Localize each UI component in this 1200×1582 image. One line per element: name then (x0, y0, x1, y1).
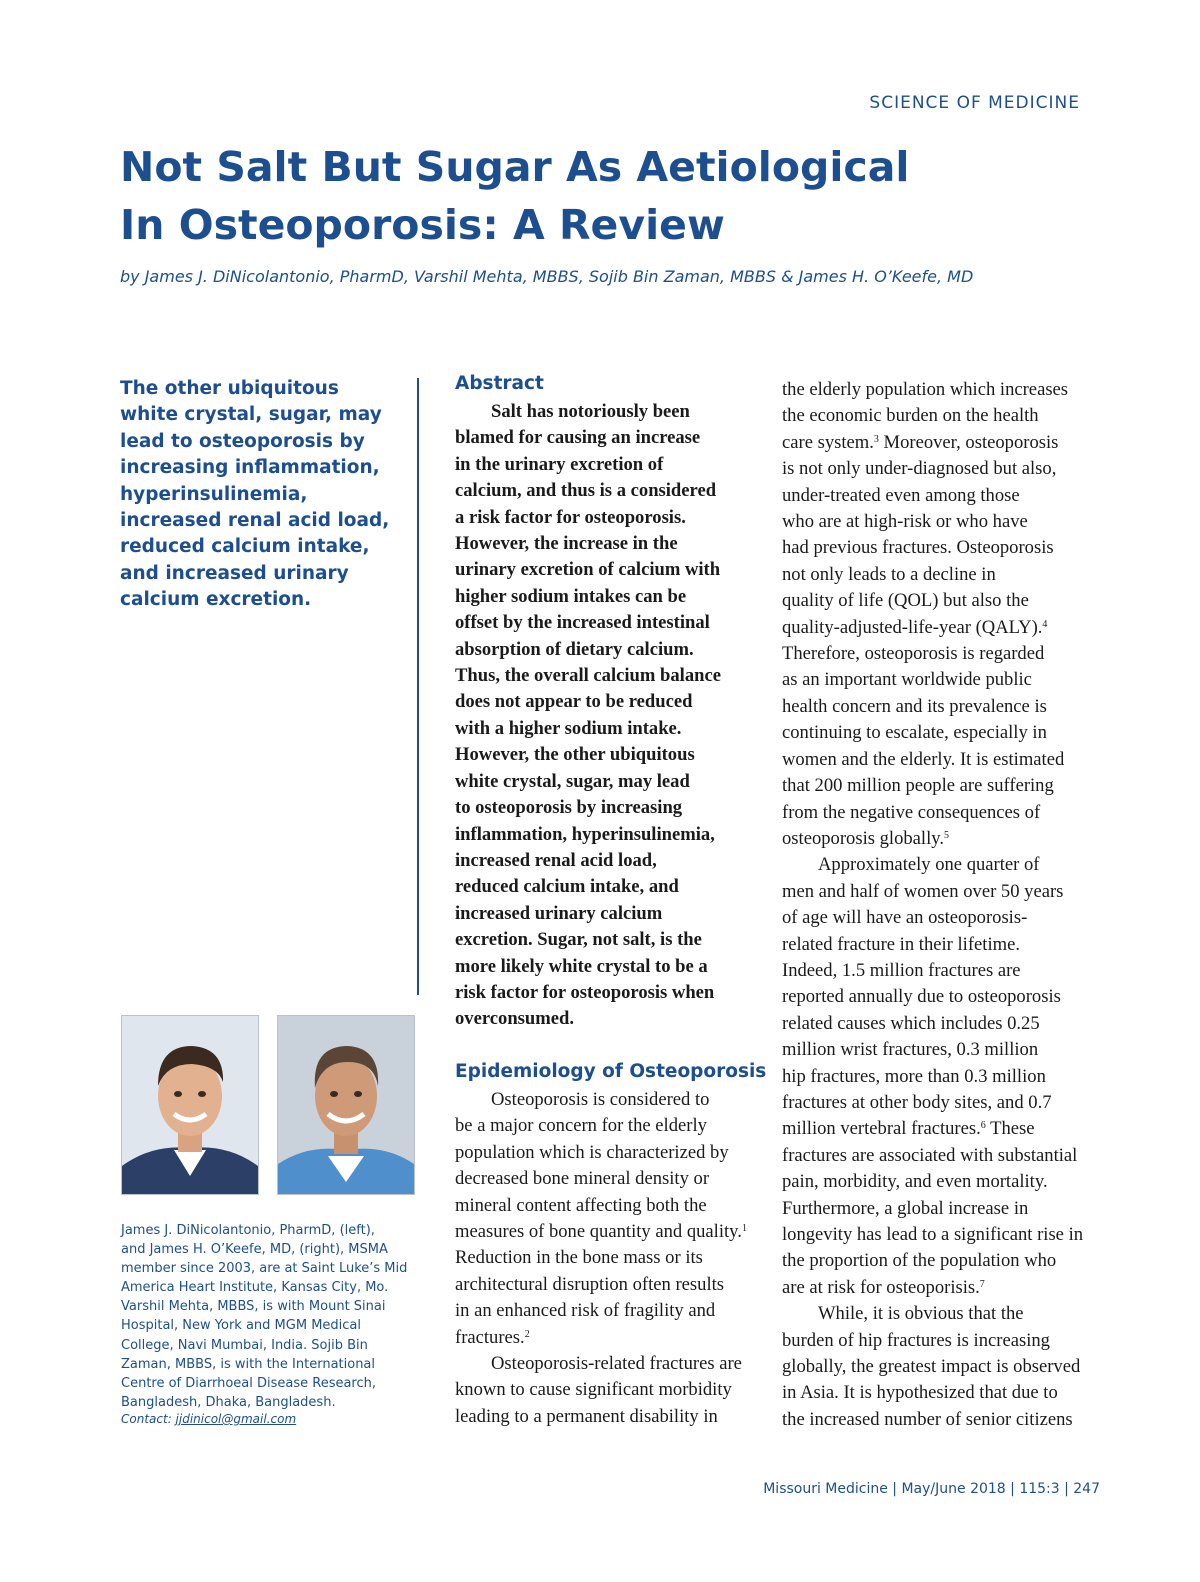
abstract-line: higher sodium intakes can be (455, 585, 687, 607)
body-line: related fracture in their lifetime. (782, 933, 1020, 955)
body-line-text: osteoporosis globally. (782, 827, 944, 849)
body-line: in an enhanced risk of fragility and (455, 1300, 716, 1322)
caption-line: Zaman, MBBS, is with the International (121, 1356, 376, 1372)
abstract-line: absorption of dietary calcium. (455, 638, 694, 660)
abstract-line: white crystal, sugar, may lead (455, 770, 690, 792)
abstract-line: However, the other ubiquitous (455, 744, 695, 766)
contact-email-link[interactable]: jjdinicol@gmail.com (175, 1412, 297, 1426)
citation-ref: 7 (979, 1278, 985, 1290)
portrait-illustration (122, 1016, 258, 1194)
author-caption (121, 1221, 413, 1412)
body-line: fractures are associated with substantial (782, 1144, 1078, 1166)
body-line: the increased number of senior citizens (782, 1408, 1073, 1430)
body-line: as an important worldwide public (782, 669, 1032, 691)
body-line: the proportion of the population who (782, 1250, 1057, 1272)
epidemiology-heading: Epidemiology of Osteoporosis (455, 1061, 767, 1082)
body-line: not only leads to a decline in (782, 563, 996, 585)
abstract-line: Salt has notoriously been (491, 401, 690, 422)
citation-ref: 5 (944, 829, 949, 841)
section-label: SCIENCE OF MEDICINE (869, 93, 1080, 113)
body-line: Therefore, osteoporosis is regarded (782, 643, 1045, 665)
body-line: Osteoporosis-related fractures are (491, 1353, 742, 1375)
body-line: known to cause significant morbidity (455, 1379, 732, 1401)
body-line: million wrist fractures, 0.3 million (782, 1039, 1039, 1061)
body-line: fractures at other body sites, and 0.7 (782, 1091, 1052, 1113)
pull-quote-line: reduced calcium intake, (120, 536, 370, 558)
abstract-line: inflammation, hyperinsulinemia, (455, 823, 715, 845)
abstract-line: overconsumed. (455, 1008, 574, 1030)
body-line: While, it is obvious that the (818, 1303, 1024, 1325)
caption-line: Varshil Mehta, MBBS, is with Mount Sinai (121, 1299, 386, 1315)
body-line: is not only under-diagnosed but also, (782, 458, 1057, 480)
abstract-line: blamed for causing an increase (455, 427, 701, 449)
body-line: men and half of women over 50 years (782, 880, 1064, 902)
body-line: under-treated even among those (782, 484, 1020, 506)
author-byline: by James J. DiNicolantonio, PharmD, Varshil Mehta, MBBS, Sojib Bin Zaman, MBBS & James H. O’Keefe, MD (120, 267, 974, 286)
article-title (120, 138, 1020, 254)
epidemiology-body-col3 (782, 377, 1097, 1433)
pull-quote-line: lead to osteoporosis by (120, 430, 365, 452)
pull-quote-line: increasing inflammation, (120, 457, 380, 479)
body-line: globally, the greatest impact is observed (782, 1356, 1081, 1378)
abstract-line: with a higher sodium intake. (455, 717, 682, 739)
body-line: in Asia. It is hypothesized that due to (782, 1382, 1058, 1404)
body-line: the elderly population which increases (782, 379, 1069, 400)
body-line: Osteoporosis is considered to (491, 1089, 710, 1110)
body-line: burden of hip fractures is increasing (782, 1329, 1050, 1351)
body-line (455, 1325, 765, 1351)
caption-line: and James H. O’Keefe, MD, (right), MSMA (121, 1242, 388, 1258)
abstract-line: increased urinary calcium (455, 902, 663, 924)
abstract-line: urinary excretion of calcium with (455, 559, 721, 581)
title-line: Not Salt But Sugar As Aetiological (120, 143, 910, 191)
body-line: quality of life (QOL) but also the (782, 590, 1029, 612)
abstract-line: However, the increase in the (455, 533, 678, 555)
body-line: hip fractures, more than 0.3 million (782, 1065, 1046, 1087)
body-line: the economic burden on the health (782, 405, 1039, 427)
page-footer: Missouri Medicine | May/June 2018 | 115:3 | 247 (763, 1481, 1100, 1497)
citation-ref: 2 (524, 1328, 530, 1340)
body-line (782, 1275, 1097, 1301)
caption-line: Bangladesh, Dhaka, Bangladesh. (121, 1394, 336, 1410)
citation-ref: 1 (741, 1223, 747, 1235)
pull-quote-line: white crystal, sugar, may (120, 404, 382, 426)
body-line: population which is characterized by (455, 1141, 729, 1163)
body-line: from the negative consequences of (782, 801, 1041, 823)
abstract-heading: Abstract (455, 373, 544, 394)
body-line: leading to a permanent disability in (455, 1405, 718, 1427)
body-line: of age will have an osteoporosis- (782, 907, 1028, 929)
caption-line: James J. DiNicolantonio, PharmD, (left), (121, 1223, 375, 1238)
body-line: related causes which includes 0.25 (782, 1012, 1040, 1034)
body-line-text: Moreover, osteoporosis (878, 431, 1059, 453)
abstract-body (455, 399, 760, 1033)
caption-line: Centre of Diarrhoeal Disease Research, (121, 1375, 377, 1391)
body-line (782, 1116, 1097, 1142)
abstract-line: in the urinary excretion of (455, 453, 664, 475)
abstract-line: Thus, the overall calcium balance (455, 665, 721, 687)
body-line: Reduction in the bone mass or its (455, 1247, 703, 1269)
body-line (455, 1219, 765, 1245)
body-line: be a major concern for the elderly (455, 1115, 707, 1137)
author-photo-dinicolantonio (121, 1015, 259, 1195)
portrait-illustration (278, 1016, 414, 1194)
body-line: Approximately one quarter of (818, 854, 1040, 876)
pull-quote-line: increased renal acid load, (120, 510, 390, 532)
abstract-line: more likely white crystal to be a (455, 955, 708, 977)
body-line-text: These (985, 1118, 1035, 1140)
pull-quote (120, 376, 405, 614)
body-line: architectural disruption often results (455, 1273, 725, 1295)
body-line: had previous fractures. Osteoporosis (782, 537, 1054, 559)
citation-ref: 4 (1042, 618, 1048, 630)
abstract-line: risk factor for osteoporosis when (455, 981, 715, 1003)
abstract-line: to osteoporosis by increasing (455, 797, 683, 819)
body-line: Indeed, 1.5 million fractures are (782, 959, 1021, 981)
body-line: reported annually due to osteoporosis (782, 986, 1061, 1008)
epidemiology-body-col2 (455, 1087, 765, 1430)
body-line: health concern and its prevalence is (782, 695, 1047, 717)
abstract-line: calcium, and thus is a considered (455, 480, 717, 502)
pull-quote-line: and increased urinary (120, 562, 349, 584)
body-line: continuing to escalate, especially in (782, 722, 1047, 744)
contact-label: Contact: (121, 1412, 176, 1426)
caption-line: Hospital, New York and MGM Medical (121, 1318, 361, 1334)
citation-ref: 3 (873, 433, 879, 445)
caption-line: America Heart Institute, Kansas City, Mo. (121, 1280, 389, 1296)
abstract-line: increased renal acid load, (455, 849, 657, 871)
abstract-line: a risk factor for osteoporosis. (455, 506, 686, 528)
body-line: mineral content affecting both the (455, 1194, 707, 1216)
pull-quote-line: calcium excretion. (120, 589, 312, 611)
body-line: that 200 million people are suffering (782, 775, 1054, 797)
body-line-text: quality-adjusted-life-year (QALY). (782, 616, 1043, 638)
abstract-line: offset by the increased intestinal (455, 612, 710, 634)
citation-ref: 6 (980, 1120, 986, 1132)
body-line (782, 615, 1097, 641)
body-line: who are at high-risk or who have (782, 511, 1028, 533)
column-divider (417, 378, 419, 995)
body-line: women and the elderly. It is estimated (782, 748, 1065, 770)
pull-quote-line: The other ubiquitous (120, 378, 339, 399)
body-line-text: measures of bone quantity and quality. (455, 1221, 742, 1243)
abstract-line: does not appear to be reduced (455, 691, 693, 713)
body-line: Furthermore, a global increase in (782, 1197, 1029, 1219)
body-line-text: million vertebral fractures. (782, 1118, 981, 1140)
contact-line (121, 1412, 296, 1426)
body-line (782, 430, 1097, 456)
body-line: longevity has lead to a significant rise in (782, 1224, 1084, 1245)
body-line-text: are at risk for osteoporisis. (782, 1276, 980, 1298)
abstract-line: excretion. Sugar, not salt, is the (455, 929, 702, 951)
caption-line: College, Navi Mumbai, India. Sojib Bin (121, 1337, 368, 1353)
body-line: pain, morbidity, and even mortality. (782, 1171, 1048, 1193)
caption-line: member since 2003, are at Saint Luke’s Mid (121, 1261, 408, 1277)
title-line: In Osteoporosis: A Review (120, 201, 725, 249)
abstract-line: reduced calcium intake, and (455, 876, 679, 898)
pull-quote-line: hyperinsulinemia, (120, 483, 308, 505)
author-photo-okeefe (277, 1015, 415, 1195)
body-line-text: fractures. (455, 1326, 525, 1348)
body-line-text: care system. (782, 431, 874, 453)
body-line (782, 826, 1097, 852)
body-line: decreased bone mineral density or (455, 1168, 710, 1190)
